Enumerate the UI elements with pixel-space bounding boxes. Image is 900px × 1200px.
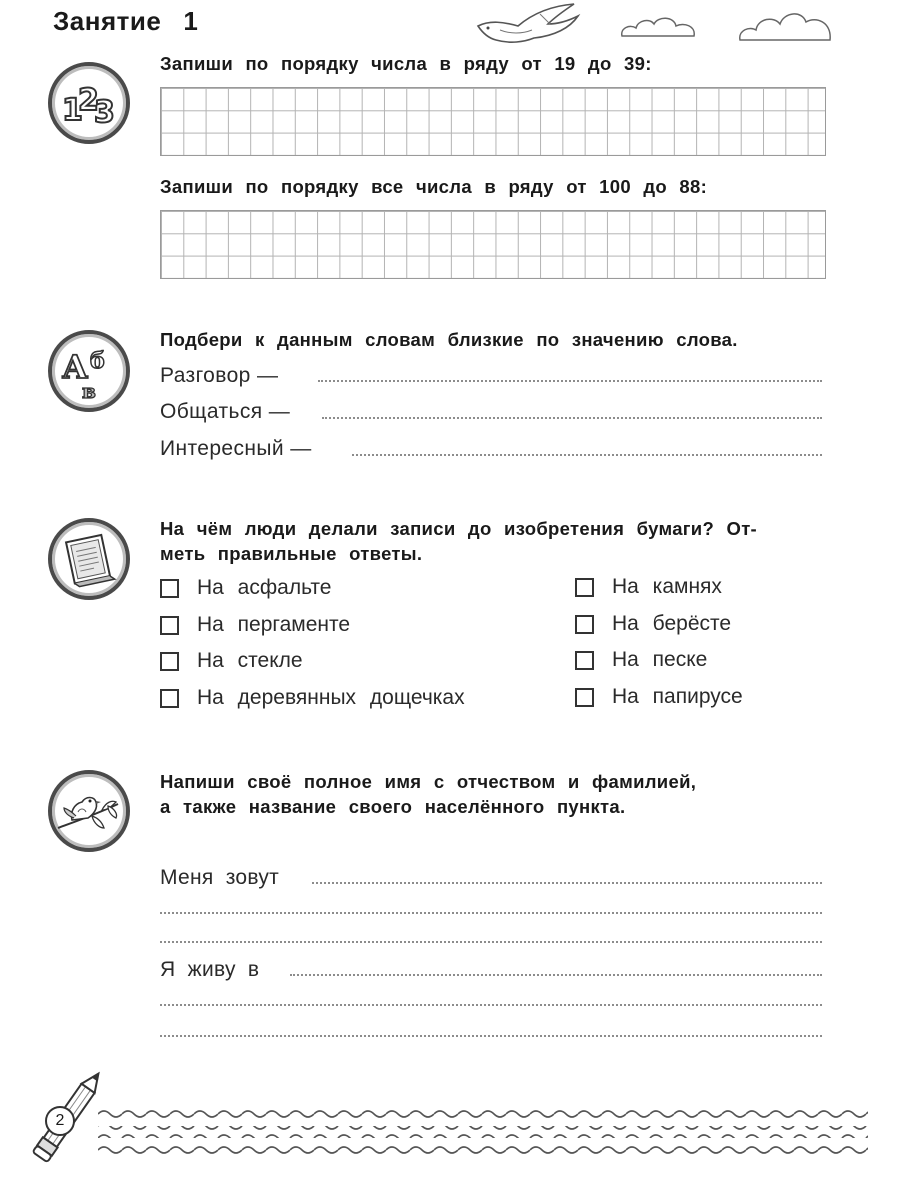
answer-line-3[interactable] xyxy=(352,454,822,456)
place-line-2[interactable] xyxy=(160,1004,822,1006)
option-papyrus[interactable]: На папирусе xyxy=(575,685,743,709)
alphabet-icon xyxy=(48,330,130,412)
answer-grid-1[interactable] xyxy=(160,87,826,156)
svg-text:3: 3 xyxy=(94,95,115,130)
place-line-3[interactable] xyxy=(160,1035,822,1037)
task4-instruction-line1: Напиши своё полное имя с отчеством и фамилией, xyxy=(160,771,697,792)
checkbox[interactable] xyxy=(575,578,594,597)
task2-instruction: Подбери к данным словам близкие по значению слова. xyxy=(160,329,738,350)
option-glass[interactable]: На стекле xyxy=(160,649,303,673)
cloud-icon xyxy=(618,10,700,40)
checkbox[interactable] xyxy=(575,615,594,634)
bird-on-branch-icon xyxy=(48,770,130,852)
option-birch-bark[interactable]: На берёсте xyxy=(575,612,731,636)
checkbox[interactable] xyxy=(160,579,179,598)
place-label: Я живу в xyxy=(160,958,260,981)
cloud-icon xyxy=(736,4,836,44)
checkbox[interactable] xyxy=(160,616,179,635)
svg-text:1: 1 xyxy=(62,93,83,128)
task1-instruction-a: Запиши по порядку числа в ряду от 19 до 39: xyxy=(160,53,652,74)
name-label: Меня зовут xyxy=(160,866,280,889)
name-line-2[interactable] xyxy=(160,912,822,914)
name-line-1[interactable] xyxy=(312,882,822,884)
place-line-1[interactable] xyxy=(290,974,822,976)
numbers-123-icon xyxy=(48,62,130,144)
checkbox[interactable] xyxy=(160,689,179,708)
dove-icon xyxy=(470,0,590,46)
wave-decoration xyxy=(98,1108,868,1158)
checkbox[interactable] xyxy=(160,652,179,671)
word-label-2: Общаться — xyxy=(160,400,291,423)
word-label-1: Разговор — xyxy=(160,364,279,387)
task3-instruction-line2: меть правильные ответы. xyxy=(160,543,423,564)
option-stones[interactable]: На камнях xyxy=(575,575,722,599)
option-sand[interactable]: На песке xyxy=(575,648,707,672)
answer-grid-2[interactable] xyxy=(160,210,826,279)
word-label-3: Интересный — xyxy=(160,437,312,460)
book-icon xyxy=(48,518,130,600)
lesson-title xyxy=(53,6,198,37)
answer-line-2[interactable] xyxy=(322,417,822,419)
checkbox[interactable] xyxy=(575,651,594,670)
page-number: 2 xyxy=(45,1106,75,1136)
task4-instruction-line2: а также название своего населённого пункта. xyxy=(160,796,626,817)
svg-text:2: 2 xyxy=(78,83,99,118)
name-line-3[interactable] xyxy=(160,941,822,943)
checkbox[interactable] xyxy=(575,688,594,707)
task1-instruction-b: Запиши по порядку все числа в ряду от 100 до 88: xyxy=(160,176,708,197)
alphabet-letter-v: в xyxy=(82,379,96,403)
lesson-number: 1 xyxy=(183,6,199,36)
lesson-word: Занятие xyxy=(53,6,162,36)
option-wooden-boards[interactable]: На деревянных дощечках xyxy=(160,686,465,710)
option-asphalt[interactable]: На асфальте xyxy=(160,576,331,600)
alphabet-letter-b: б xyxy=(90,348,105,374)
alphabet-letter-a: А xyxy=(62,348,89,386)
task3-instruction-line1: На чём люди делали записи до изобретения бумаги? От- xyxy=(160,518,758,539)
option-parchment[interactable]: На пергаменте xyxy=(160,613,350,637)
answer-line-1[interactable] xyxy=(318,380,822,382)
